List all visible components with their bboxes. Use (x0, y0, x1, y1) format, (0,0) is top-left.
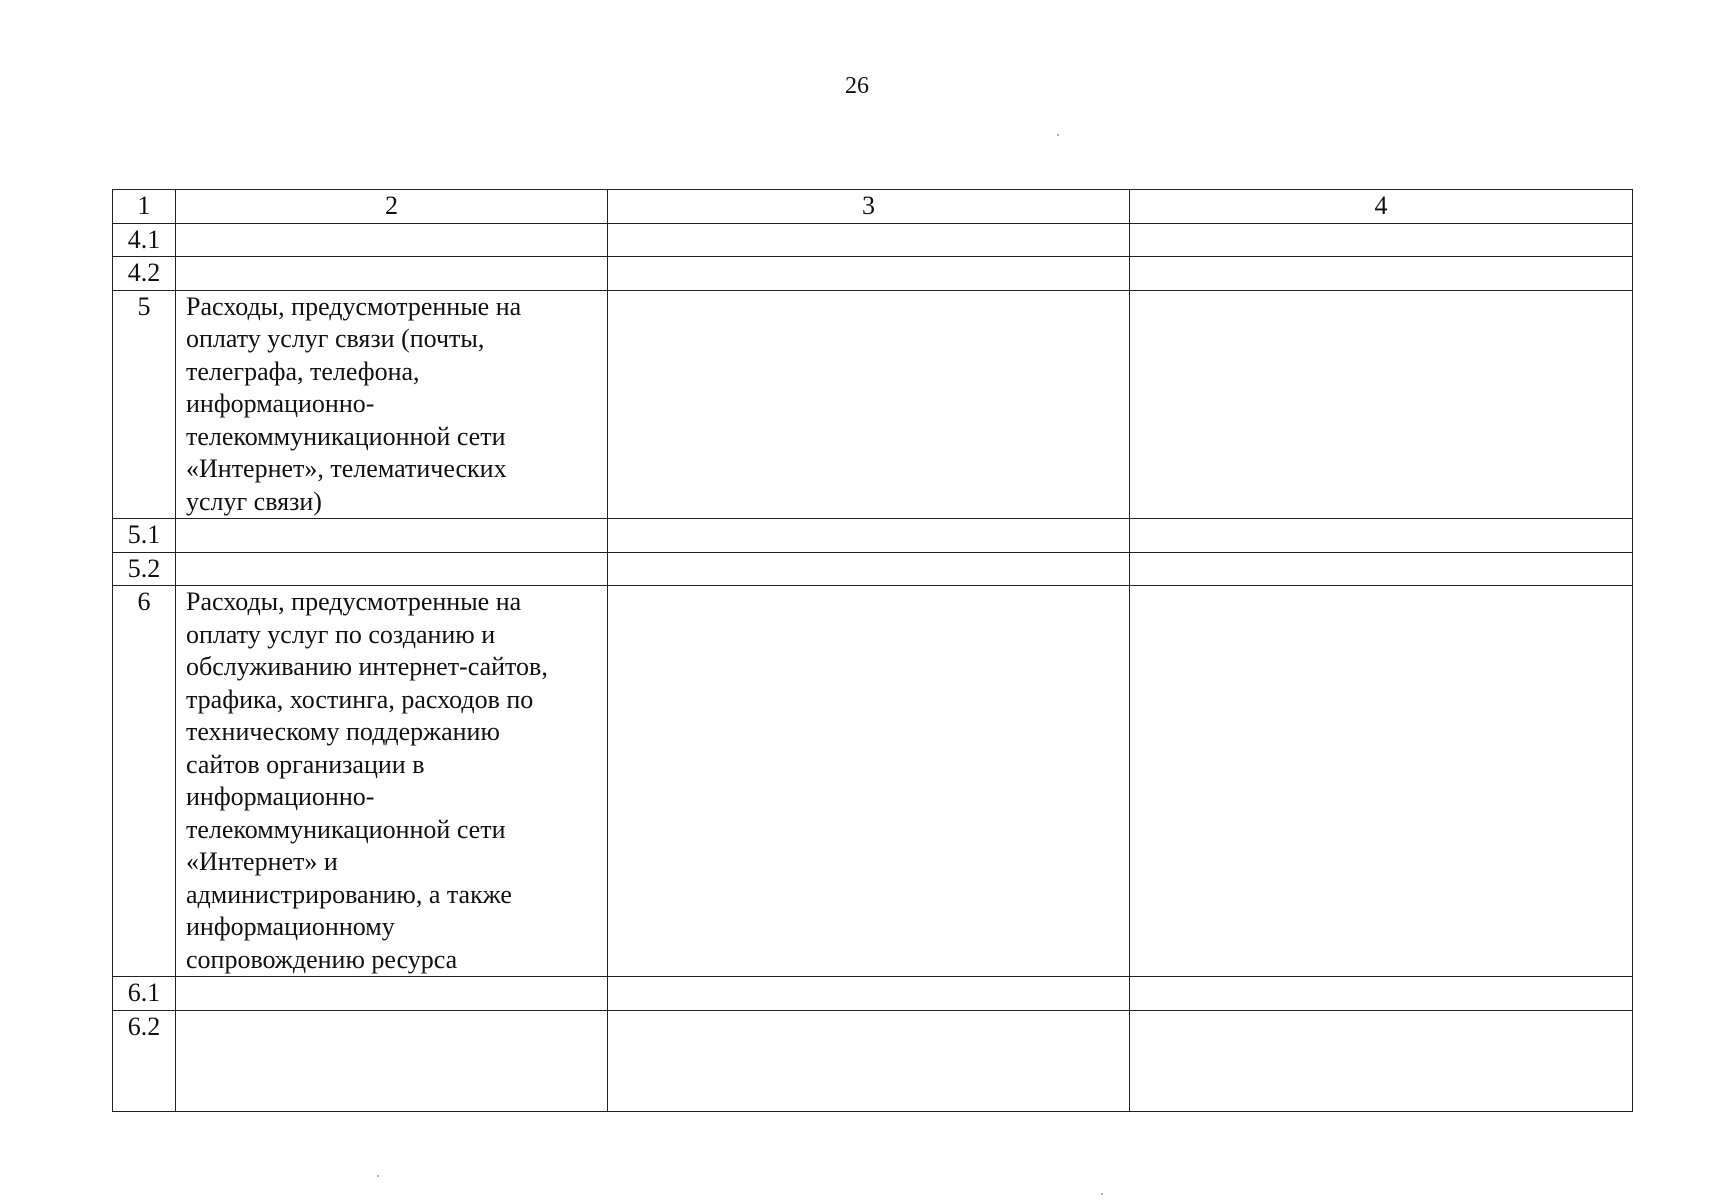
table-header-row (113, 190, 1633, 224)
table-row (113, 223, 1633, 257)
header-cell: 4 (1130, 190, 1633, 224)
header-cell: 1 (113, 190, 176, 224)
row-number: 5 (113, 290, 176, 519)
row-col4 (1130, 1010, 1633, 1111)
row-number: 5.1 (113, 519, 176, 553)
row-col4 (1130, 586, 1633, 977)
row-col3 (608, 1010, 1130, 1111)
row-col3 (608, 552, 1130, 586)
row-number: 6.1 (113, 977, 176, 1011)
row-number: 4.2 (113, 257, 176, 291)
row-description (176, 552, 608, 586)
row-col4 (1130, 519, 1633, 553)
table-row (113, 977, 1633, 1011)
scan-speck (377, 1175, 379, 1177)
row-description (176, 223, 608, 257)
page-number: 26 (845, 73, 869, 99)
scan-speck (1101, 1193, 1103, 1195)
row-col4 (1130, 977, 1633, 1011)
row-number: 4.1 (113, 223, 176, 257)
header-cell: 3 (608, 190, 1130, 224)
row-col4 (1130, 257, 1633, 291)
table-row (113, 552, 1633, 586)
row-col3 (608, 977, 1130, 1011)
row-number: 6 (113, 586, 176, 977)
row-description: Расходы, предусмотренные на оплату услуг по созданию и обслуживанию интернет-сайтов, трафика, хостинга, расходов по техническому поддержанию сайтов организации в информационно- телекоммуникационной сети «Интернет» и администрированию, а также информационному сопровождению ресурса (176, 586, 608, 977)
row-col4 (1130, 223, 1633, 257)
row-description (176, 1010, 608, 1111)
table-row (113, 1010, 1633, 1111)
row-col3 (608, 257, 1130, 291)
table-row (113, 586, 1633, 977)
row-description (176, 977, 608, 1011)
row-description (176, 519, 608, 553)
row-col3 (608, 290, 1130, 519)
row-col3 (608, 519, 1130, 553)
row-col4 (1130, 290, 1633, 519)
row-description (176, 257, 608, 291)
row-number: 5.2 (113, 552, 176, 586)
table-row (113, 519, 1633, 553)
scan-speck (1057, 134, 1059, 136)
row-number: 6.2 (113, 1010, 176, 1111)
header-cell: 2 (176, 190, 608, 224)
row-col3 (608, 223, 1130, 257)
table-row (113, 257, 1633, 291)
row-col4 (1130, 552, 1633, 586)
expenses-table (112, 189, 1633, 1112)
row-description: Расходы, предусмотренные на оплату услуг связи (почты, телеграфа, телефона, информационно- телекоммуникационной сети «Интернет», телематических услуг связи) (176, 290, 608, 519)
row-col3 (608, 586, 1130, 977)
table-row (113, 290, 1633, 519)
